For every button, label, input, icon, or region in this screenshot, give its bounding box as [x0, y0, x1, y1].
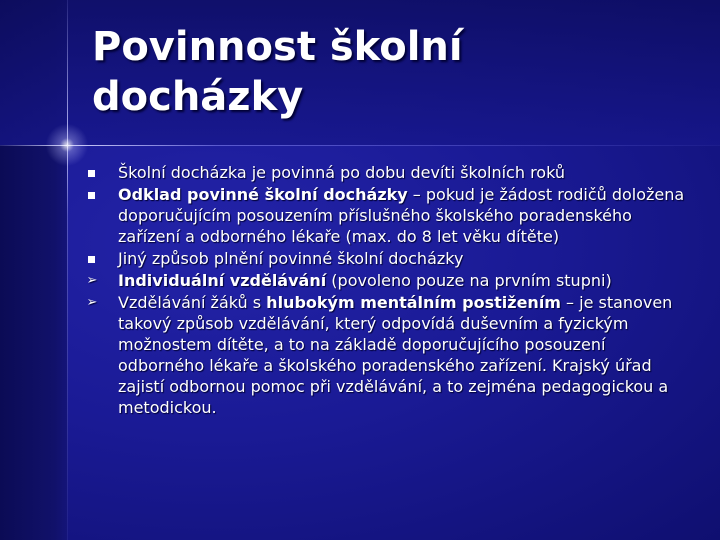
square-bullet-icon [85, 162, 99, 183]
arrow-bullet-icon: ➢ [86, 295, 98, 310]
bullet-bold-text: hlubokým mentálním postižením [266, 293, 561, 312]
square-bullet-icon [85, 248, 99, 269]
vertical-accent-line [67, 0, 68, 540]
bullet-text: (povoleno pouze na prvním stupni) [326, 271, 612, 290]
bullet-text: – pokud je žádost rodičů doložena doporučujícím posouzením příslušného školského poradenského zařízení a odborného lékaře (max. do 8 let věku dítěte) [118, 185, 685, 246]
square-bullet-icon [85, 184, 99, 205]
bullet-bold-text: Individuální vzdělávání [118, 271, 327, 290]
bullet-item [85, 270, 685, 291]
bullet-item [85, 292, 685, 418]
bullet-text: Vzdělávání žáků s [118, 293, 267, 312]
bullet-bold-text: Odklad povinné školní docházky [118, 185, 408, 204]
bullet-text: Školní docházka je povinná po dobu devíti školních roků [118, 163, 566, 182]
bullet-item [85, 184, 685, 247]
bullet-item [85, 162, 685, 183]
slide-title: Povinnost školní docházky [92, 24, 463, 120]
bullet-list [85, 162, 685, 419]
bullet-item [85, 248, 685, 269]
bullet-text: Jiný způsob plnění povinné školní docházky [118, 249, 464, 268]
horizontal-accent-line [0, 145, 720, 146]
arrow-bullet-icon: ➢ [86, 273, 98, 288]
bullet-text: – je stanoven takový způsob vzdělávání, který odpovídá duševním a fyzickým možnostem dítěte, a to na základě doporučujícího posouzení odborného lékaře a školského poradenského zařízení. Krajský úřad zajistí odbornou pomoc při vzdělávání, a to zejména pedagogickou a metodickou. [118, 293, 673, 417]
